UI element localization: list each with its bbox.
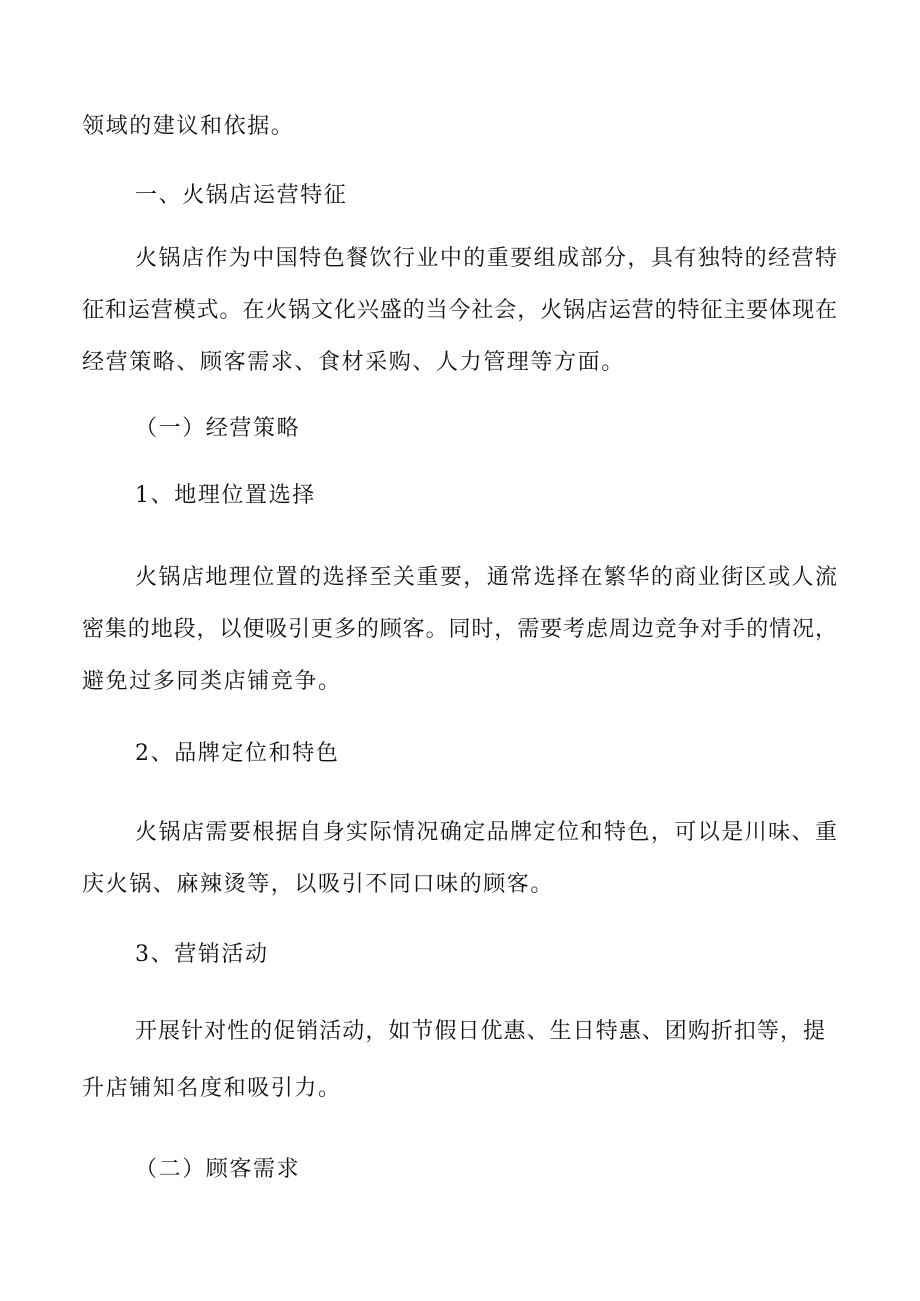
- section-heading: 一、火锅店运营特征: [135, 183, 348, 208]
- paragraph-line: 开展针对性的促销活动，如节假日优惠、生日特惠、团购折扣等，提: [135, 1019, 825, 1044]
- paragraph-line: 火锅店需要根据自身实际情况确定品牌定位和特色，可以是川味、重: [135, 820, 837, 845]
- subsection-heading: （二）顾客需求: [135, 1157, 301, 1182]
- paragraph-line: 庆火锅、麻辣烫等，以吸引不同口味的顾客。: [82, 872, 555, 897]
- item-heading: 3、营销活动: [135, 942, 269, 967]
- paragraph-line: 避免过多同类店铺竞争。: [82, 669, 342, 694]
- subsection-heading: （一）经营策略: [135, 416, 301, 441]
- item-heading: 1、地理位置选择: [135, 483, 316, 508]
- paragraph-line: 经营策略、顾客需求、食材采购、人力管理等方面。: [82, 350, 625, 375]
- paragraph-line: 火锅店作为中国特色餐饮行业中的重要组成部分，具有独特的经营特: [135, 246, 837, 271]
- paragraph-line: 火锅店地理位置的选择至关重要，通常选择在繁华的商业街区或人流: [135, 565, 837, 590]
- item-heading: 2、品牌定位和特色: [135, 741, 340, 766]
- paragraph-line: 密集的地段，以便吸引更多的顾客。同时，需要考虑周边竞争对手的情况，: [82, 617, 837, 642]
- intro-tail-text: 领域的建议和依据。: [82, 114, 295, 139]
- paragraph-line: 升店铺知名度和吸引力。: [82, 1076, 342, 1101]
- paragraph-line: 征和运营模式。在火锅文化兴盛的当今社会，火锅店运营的特征主要体现在: [82, 298, 837, 323]
